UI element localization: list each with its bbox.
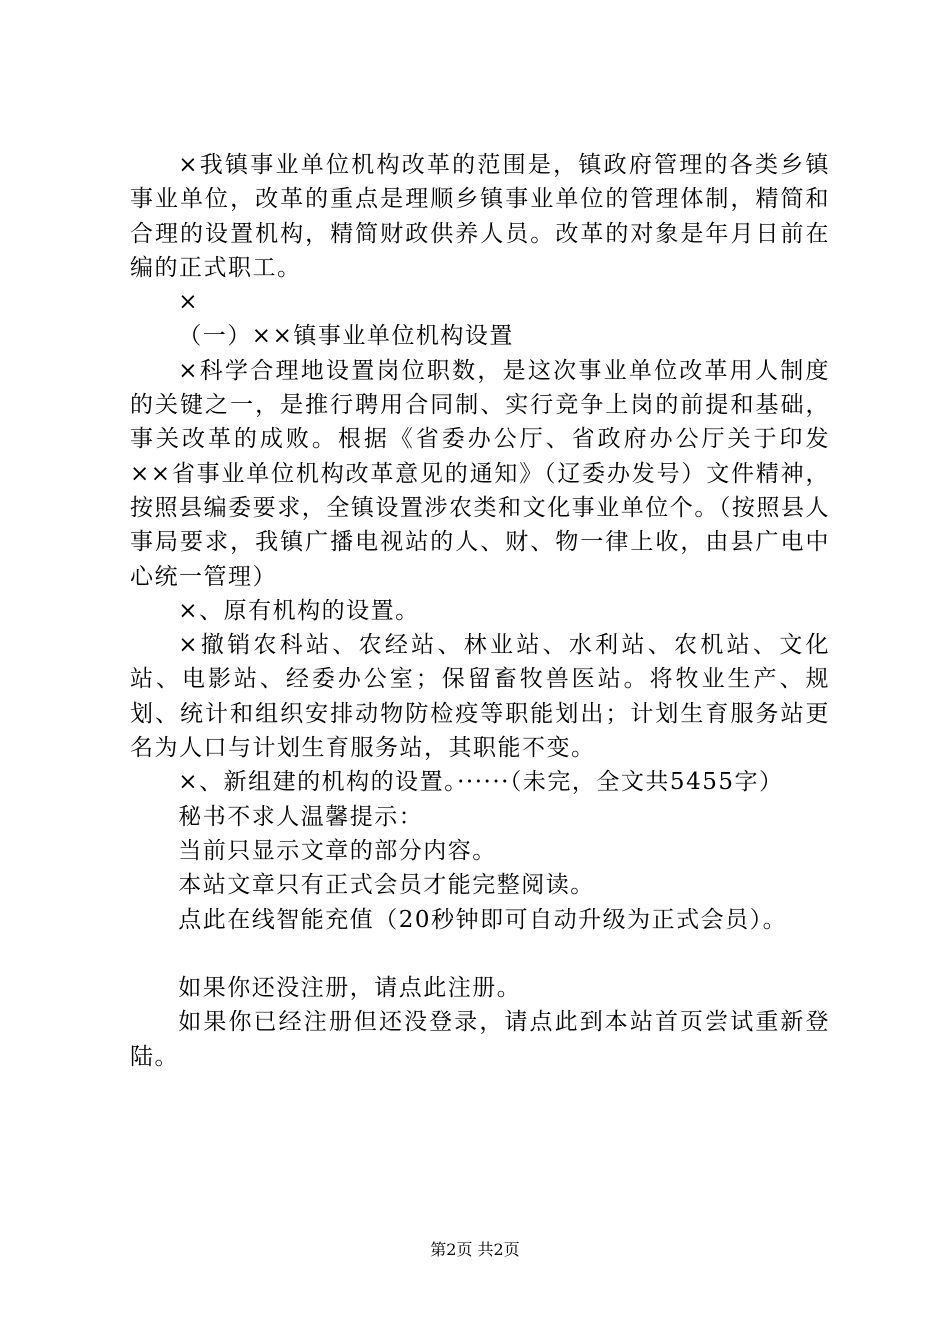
document-body xyxy=(130,148,830,1074)
paragraph-abolish-stations: ×撤销农科站、农经站、林业站、水利站、农机站、文化站、电影站、经委办公室；保留畜牧兽医站。将牧业生产、规划、统计和组织安排动物防检疫等职能划出；计划生育服务站更名为人口与计划生育服务站，其职能不变。 xyxy=(130,632,830,762)
subheading-original-institutions: ×、原有机构的设置。 xyxy=(178,597,420,624)
login-link[interactable]: 如果你已经注册但还没登录，请点此到本站首页尝试重新登陆。 xyxy=(130,1009,830,1070)
paragraph-marker: × xyxy=(178,289,200,316)
notice-members-only[interactable]: 本站文章只有正式会员才能完整阅读。 xyxy=(178,872,595,899)
recharge-link[interactable]: 点此在线智能充值（20秒钟即可自动升级为正式会员）。 xyxy=(178,906,788,933)
blank-line xyxy=(130,937,830,971)
subheading-new-institutions: ×、新组建的机构的设置。······（未完，全文共5455字） xyxy=(178,769,784,796)
paragraph-post-setting: ×科学合理地设置岗位职数，是这次事业单位改革用人制度的关键之一，是推行聘用合同制、实行竞争上岗的前提和基础，事关改革的成败。根据《省委办公厅、省政府办公厅关于印发××省事业单位机构改革意见的通知》（辽委办发号）文件精神，按照县编委要求，全镇设置涉农类和文化事业单位个。（按照县人事局要求，我镇广播电视站的人、财、物一律上收，由县广电中心统一管理） xyxy=(130,357,830,590)
register-link[interactable]: 如果你还没注册，请点此注册。 xyxy=(178,975,522,1002)
notice-title: 秘书不求人温馨提示： xyxy=(178,803,424,830)
section-heading-institution-setup: （一）××镇事业单位机构设置 xyxy=(178,323,514,350)
page-number-footer: 第2页 共2页 xyxy=(430,1240,520,1259)
paragraph-reform-scope: ×我镇事业单位机构改革的范围是，镇政府管理的各类乡镇事业单位，改革的重点是理顺乡镇事业单位的管理体制，精简和合理的设置机构，精简财政供养人员。改革的对象是年月日前在编的正式职工。 xyxy=(130,152,830,281)
notice-partial-content: 当前只显示文章的部分内容。 xyxy=(178,837,497,864)
